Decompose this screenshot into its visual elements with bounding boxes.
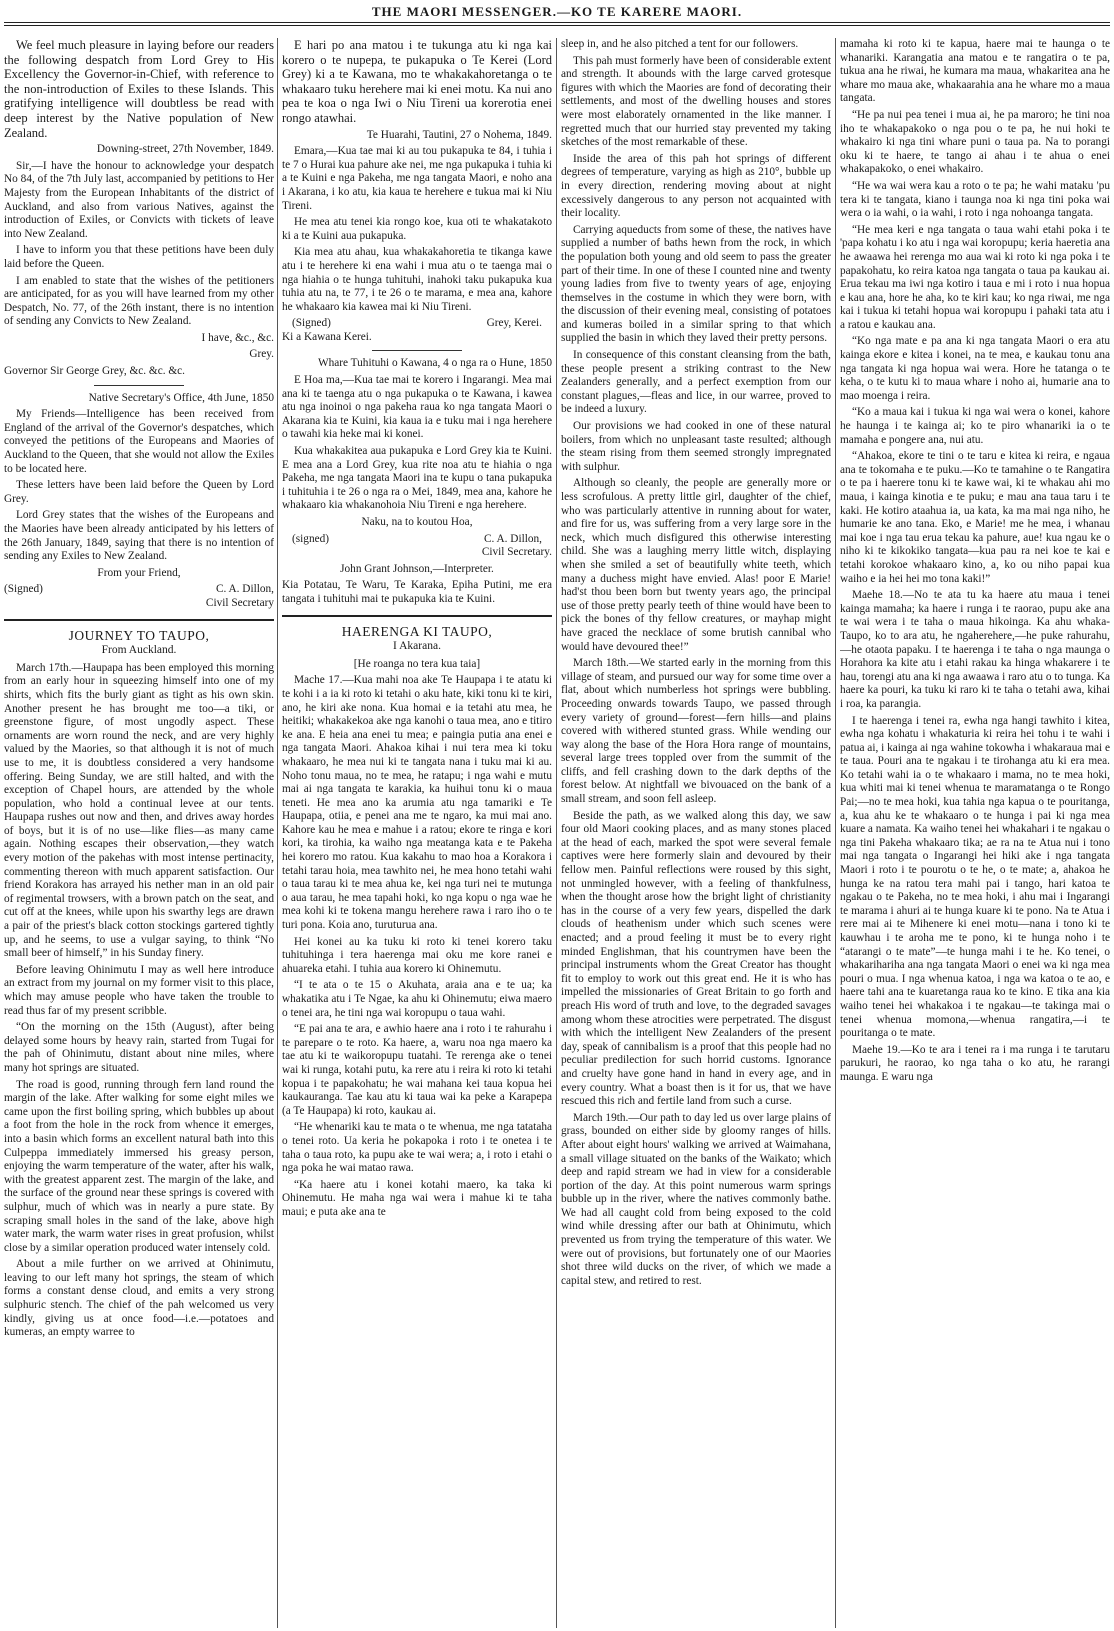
signer-title: Civil Secretary [205,596,274,609]
article-paragraph: Although so cleanly, the people are generally more or less scrofulous. A pretty little girl, daughter of the chief, who was particularly attentive in running about for water, and fire for us, was suffering from a very large sore in the neck, which much disfigured this otherwise interesting child. She was a laughing merry little witch, displaying when she smiled a set of beautifully white teeth, which many a duchess might have envied. Alas! poor E Marie! had'st thou been born but twenty years ago, the principal use of those pretty pearly teeth of thine would have been to pick the bones of thy fellow creatures, or mayhap might have graced the necklace of some brutish cannibal who would have devoured thee!” [561,477,831,653]
signer-name: C. A. Dillon, [483,532,542,545]
intro-paragraph: We feel much pleasure in laying before our readers the following despatch from Lord Grey to His Excellency the Governor-in-Chief, with reference to the non-introduction of Exiles to these Islands. This gratifying intelligence will doubtless be read with deep interest by the Native population of New Zealand. [4,38,274,140]
article-paragraph: Before leaving Ohinimutu I may as well here introduce an extract from my journal on my former visit to this place, which may amuse people who have taken the trouble to read thus far of my present scribble. [4,963,274,1017]
letter-addressee: Governor Sir George Grey, &c. &c. &c. [4,365,186,378]
article-paragraph: “I te ata o te 15 o Akuhata, araia ana e te ua; ka whakatika atu i Te Ngae, ka ahu ki Ohinemutu; eiwa maero o tenei ara, he tini nga wai koropupu o taua wahi. [282,979,552,1019]
letter-paragraph: I am enabled to state that the wishes of the petitioners are anticipated, for as you will have learned from my other Despatch, No. 77, of the 26th instant, there is no intention of sending any Convicts to New Zealand. [4,274,274,328]
letter-paragraph: He mea atu tenei kia rongo koe, kua oti te whakatakoto ki a te Kuini aua pukapuka. [282,216,552,242]
column-divider [277,38,278,1628]
letter-paragraph: Sir,—I have the honour to acknowledge your despatch No 84, of the 7th July last, accompanied by petitions to Her Majesty from the European Inhabitants of the district of Auckland, and also from various Natives, against the introduction of Exiles, or Convicts with tickets of leave into New Zealand. [4,159,274,240]
article-title: JOURNEY TO TAUPO, [68,627,210,643]
letter-paragraph: Emara,—Kua tae mai ki au tou pukapuka te 84, i tuhia i te 7 o Hurai kua pahure ake nei, me nga pukapuka i tuhia ki a te Kuini e nga Pakeha, me nga tangata Maori, e noho ana i Akarana, i ko atu, kia kaua te herehere e tukua mai ki Niu Tireni. [282,145,552,212]
signer-title: Civil Secretary. [481,546,552,559]
article-paragraph: I te haerenga i tenei ra, ewha nga hangi tawhito i kitea, ewha nga kohatu i whakaturia ki reira hei tohu i te wahi i patua ai, i kainga ai nga wahine tokowha i whakaraua mai e te taua. Pouri ana te ngakau i te tirohanga atu ki era mea. Ko tetahi wahi ia o te whakaaro i mama, no te mea hoki, kua whiti mai ki tenei whenua te maramatanga o te Rongo Pai;—no te mea hoki, kua tahia nga kapua o te pouritanga, a, kua ahu ke te whakaaro o te hunga i pai ki nga mea kuare a namata. Ka waiho tenei hei whakahari i te ngakau o nga tini Pakeha whakaaro tika; ae ra na te Atua nui i tono mai nga tangata o Ingarangi hei hiki ake i nga tangata Maori i roto i te pourotu o te he, o te mate; a, ahakoa he hunga ke na ratou tera mahi pai i tango, hari katoa te ngakau o te Pakeha, no te mea hoki, i ahu mai i Ingarangi te marama i ahuri ai te hunga kuare ki te pono. Na te Atua i rere mai ai te Mihenere ki enei motu—nana i tono ki te kauwhau i te aroha me te pono, ki te hunga noho i te “atarangi o te mate”—te hunga mahi i te he. Ko tenei, o whakarihariha ana nga tangata Maori o enei wa ki nga mea pouri o mua. I nga whenua katoa, i nga wa katoa o te ao, e haere tahi ana te kuaretanga raua ko te kino. E tika ana kia waiho tenei hei whakakoa i te ngakau—te takinga mai o tenei whenua momona,—whenua rangatira,—i te pouritanga o te mate. [840,714,1110,1040]
letter-paragraph: These letters have been laid before the Queen by Lord Grey. [4,479,274,505]
article-paragraph: About a mile further on we arrived at Ohinimutu, leaving to our left many hot springs, the steam of which forms a constant dense cloud, and emits a very strong sulphuric stench. The chief of the pah welcomed us very kindly, giving us at once food—i.e.—potatoes and kumeras, an empty warree to [4,1258,274,1339]
signature-block [282,533,552,547]
addressees: Kia Potatau, Te Waru, Te Karaka, Epiha Putini, me era tangata i tuhituhi mai te pukapuka kia te Kuini. [282,579,552,605]
column-3 [561,38,831,1628]
article-paragraph: mamaha ki roto ki te kapua, haere mai te haunga o te whanariki. Karangatia ana matou e te rangatira o te pa, tukua ana he riwai, he kumara ma maua, whakaritea ana he whare mo maua ake, whakaarahia ana he whare mo a maua tangata. [840,38,1110,105]
article-paragraph: March 19th.—Our path to day led us over large plains of grass, bounded on either side by gloomy ranges of hills. After about eight hours' walking we arrived at Waimahana, a small village situated on the banks of the Waikato; which deep and rapid stream we had in view for a considerable portion of the day. At this point numerous warm springs bubble up in the river, where the natives commonly bathe. We had all caught cold from being exposed to the cold wind while dressing after our bath at Ohinimutu, which prevented us from trying the temperature of this water. We were out of provisions, but fortunately one of our Maories shot three wild ducks on the river, of which we made a capital stew, and retired to rest. [561,1111,831,1287]
section-rule [4,619,274,621]
article-paragraph: Mache 17.—Kua mahi noa ake Te Haupapa i te atatu ki te kohi i a ia ki roto ki tetahi o aku hate, kiki tonu ki te kiri, ano, he kiri ake nona. Kua homai e ia tetahi atu mea, he heitiki; whakakekoa ake nga kanohi o taua mea, ano e titiro ke ana. E heia ana enei tu mea; e paingia putia ana enei e nga tangata Maori. Ahakoa kihai i nui tera mea ki toku whakaaro, he mea nui ki te tangata nana i tuku mai ki au. Noho tonu maua, no te mea, he ratapu; i nga wahi e mutu mai ai nga tangata te karakia, ka huihui tonu ki o maua teneti. He mea ano ka arumia atu nga tamariki e Te Haupapa, otiia, e penei ana me te ngaro, ka mui mai ano. Kahore kau he mea e mahue i a ratou; ekore te ringa e kori kori, ka tirohia, ka waiho nga meatanga kata e te Pakeha hei korero mo ratou. Kua kakahu to mao hoa a Korakora i tetahi tarau hoia, mea tawhito nei, he mea hono tetahi wahi o taua tarau ki te mea ahua ke, kei nga turi nei te mutunga o aua tarau, he mea tapahi hoki, ko nga kopu o nga wae he mea kohi ki te tokena mangu herehere rawa i raro iho o te turi pona. Koia ano, turuturua ana. [282,674,552,932]
article-paragraph: Maehe 18.—No te ata tu ka haere atu maua i tenei kainga mamaha; ka haere i runga i te raorao, pupu ake ana te wai wera i te taha o maua hikoinga. Ka ahu whaka-Taupo, ko to ara atu, he ngaherehere,—he puke rahurahu,—he otaota papaku. I te haerenga i te taha o nga maunga o Horahora ka kite atu i etahi rakau ka hinga whakarere i te hau, torengi atu ana ki nga awaawa i raro atu o to tunga. Ka haere ka pouri, ka tuku ki raro ki te taha o tetahi awa, kihai i roa, ka parangia. [840,589,1110,710]
column-divider [835,38,836,1628]
signed-label: (signed) [292,532,330,545]
article-paragraph: “He pa nui pea tenei i mua ai, he pa maroro; he tini noa iho te whakapakoko o nga pou o te pa, he nui hoki te whakairo ki nga tini whare puni o taua pa. Na to porangi oku ki te haere, te tango ai ahau i te ahua o enei whakapakoko, o enei whakairo. [840,108,1110,176]
article-paragraph: “Ko a maua kai i tukua ki nga wai wera o konei, kahore he haunga i te kainga ai; ko te piro whanariki ia o te mamaha e pongere ana, nui atu. [840,406,1110,446]
article-paragraph: Beside the path, as we walked along this day, we saw four old Maori cooking places, and as many stones placed at the head of each, marked the spot were several female captives were here formerly slain and devoured by their fellow men. Painful reflections were roused by this sight, not unmingled however, with a feeling of thankfulness, when the thought arose how the bright light of christianity has in the course of a very few years, dispelled the dark clouds of heathenism under which such scenes were enacted; and a proud feeling it must be to every right minded Englishman, that his countrymen have been the principal instruments whom the Great Creator has thought fit to employ to work out this great end. He it is who has impelled the missionaries of Great Britain to go forth and preach His word of truth and love, to the degraded savages among whom these atrocities were perpetrated. The disgust with which the intelligent New Zealanders of the present day, speak of cannibalism is a proof that this people had no peculiar predilection for such horrid customs. Ignorance and cruelty have gone hand in hand in every age, and in every country. What a boast then is it for us, that we have rescued this rich and fertile land from such a curse. [561,809,831,1108]
signed-label: (Signed) [4,583,43,596]
separator [372,350,462,351]
letter-paragraph: E Hoa ma,—Kua tae mai te korero i Ingarangi. Mea mai ana ki te taenga atu o nga pukapuka o te Kawana, i kawea atu nga inoinoi o nga pakeha raua ko nga tangata Maori o Akarana kia te Kuini, kia kaua ia e tuku mai i nga herehere o tawahi kia heke mai ki konei. [282,374,552,441]
article-paragraph: “E pai ana te ara, e awhio haere ana i roto i te rahurahu i te parepare o te roto. Ka haere, a, waru noa nga maero ka tae atu ki te waikoropupu tuatahi. Te rerenga ake o tenei wai ki runga, kotahi putu, ka rere atu i reira ki roto ki tetahi kopua i te papakohatu; he wai mahana kei taua kopua hei kaukauranga. Tae kau atu ki taua wai ka peke a Karapepa (a Te Haupapa) ki roto, kaukau ai. [282,1023,552,1117]
signed-label: (Signed) [292,317,331,330]
intro-paragraph: E hari po ana matou i te tukunga atu ki nga kai korero o te nupepa, te pukapuka o Te Kerei (Lord Grey) ki a te Kawana, mo te whakakahoretanga o te whakaaro tuku herehere mai ki enei motu. Ka nui ano pea te koa o nga Iwi o Niu Tireni ua korerotia enei rongo atawhai. [282,38,552,125]
masthead-rule-2 [4,25,1110,26]
letter-close: From your Friend, [97,566,181,579]
article-paragraph: “Ko nga mate e pa ana ki nga tangata Maori o era atu kainga ekore e kitea i konei, na te mea, e kaukau tonu ana nga tangata ki nga hopua wai wera. Hore he tatanga o te keha, o te kutu ki to maua whare i noho ai, humarie ana to mao moenga i reira. [840,335,1110,402]
separator [94,385,184,386]
article-paragraph: Inside the area of this pah hot springs of different degrees of temperature, varying as high as 210°, bubble up in every direction, rendering moving about at night excessively dangerous to any person not acquainted with their locality. [561,152,831,220]
article-title: HAERENGA KI TAUPO, [341,623,493,639]
article-paragraph: Maehe 19.—Ko te ara i tenei ra i ma runga i te tarutaru parukuri, he raorao, ko nga taha o ko atu, he rarangi maunga. E waru nga [840,1043,1110,1083]
signature-block [282,317,552,331]
column-4 [840,38,1110,1628]
letter-paragraph: My Friends—Intelligence has been received from England of the arrival of the Governor's despatches, which conveyed the petitions of the Europeans and Maories of Auckland to the Queen, that she would not allow the Exiles to be located here. [4,408,274,475]
masthead: THE MAORI MESSENGER.—KO TE KARERE MAORI. [371,4,743,19]
letter-paragraph: Kia mea atu ahau, kua whakakahoretia te tikanga kawe atu i te herehere ki ena wahi i mua atu o te taenga mai o nga hiahia o te hunga tuhituhi, inahoki taku pukapuka kua tuhia atu na, te 77, i te 26 o te marama, e mea ana, kahore he whakaaro kia kawea mai ki Niu Tireni. [282,246,552,313]
article-paragraph: “On the morning on the 15th (August), after being delayed some hours by heavy rain, started from Tugai for the pah of Ohinimutu, distant about nine miles, where many hot springs are situated. [4,1021,274,1074]
column-divider [556,38,557,1628]
signer-name: Grey, Kerei. [486,317,542,330]
interpreter-line: John Grant Johnson,—Interpreter. [340,562,494,575]
column-1 [4,38,274,1628]
dateline: Whare Tuhituhi o Kawana, 4 o nga ra o Hune, 1850 [317,357,552,370]
masthead-rule [4,22,1110,23]
article-subtitle: From Auckland. [101,644,177,657]
letter-paragraph: I have to inform you that these petitions have been duly laid before the Queen. [4,244,274,270]
article-paragraph: sleep in, and he also pitched a tent for our followers. [561,38,799,50]
signature-block [4,583,274,597]
letter-addressee: Ki a Kawana Kerei. [282,330,372,343]
article-paragraph: “He mea keri e nga tangata o taua wahi etahi poka i te 'papa kohatu i ko atu i nga wai koropupu; keria haeretia ana he awaawa hei rerenga mo aua wai ki roto ki nga poka i te papakohatu, ko reira katoa nga tangata o taua pa kaukau ai. Erua tekau ma iwi nga kotiro i taua e mi i roto i nua hopua e kau ana, hore he aha, ko te kiri kau; ko nga riwai, me nga kai i tukua ki tetahi hopua wai koropupu i pahaki tata atu i a ratou e kaukau ana. [840,223,1110,331]
article-note: [He roanga no tera kua taia] [353,657,481,670]
article-paragraph: In consequence of this constant cleansing from the bath, these people present a striking contrast to the New Zealanders generally, and a perfect exemption from our constant plagues,—fleas and lice, in our warree, proved to be indeed a luxury. [561,349,831,416]
column-2 [282,38,552,1628]
article-paragraph: “He wa wai wera kau a roto o te pa; he wahi mataku 'pu tera ki te tangata, kiano i taunga noa ki nga tini poka wai wera o ia wahi, o ia wahi, i roto i nga nohoanga tangata. [840,179,1110,220]
dateline: Downing-street, 27th November, 1849. [96,143,274,156]
article-subtitle: I Akarana. [393,640,441,653]
signer-name: C. A. Dillon, [215,583,274,596]
article-paragraph: March 18th.—We started early in the morning from this village of steam, and pursued our way for some time over a flat, about which numberless hot springs were bubbling. Proceeding onwards towards Taupo, we passed through every variety of ground—forest—fern hills—and plains covered with withered stunted grass. While wending our way along the base of the Hora Hora range of mountains, several large trees toppled over from the summit of the cliffs, and fell crashing down to the dark depths of the forest below. At nightfall we bivouaced on the bank of a small stream, and soon fell asleep. [561,657,831,806]
dateline: Te Huarahi, Tautini, 27 o Nohema, 1849. [366,128,552,141]
letter-close: Naku, na to koutou Hoa, [361,516,473,528]
article-paragraph: The road is good, running through fern land round the margin of the lake. After walking for some eight miles we came upon the first boiling spring, which bubbles up about a foot from the hole in the rock from whence it emerges, into a basin which forms an excellent natural bath into this Culpeppa immediately immersed his greasy person, enjoying the warm temperature of the water, after his walk, with the greatest apparent zest. The margin of the lake, and the surface of the ground near these springs is covered with sulphur, much of which was in nearly a pure state. By scraping small holes in the sand of the lake, above high water mark, the warm water rises in great profusion, whilst close by a similar operation produced water intensely cold. [4,1078,274,1254]
dateline: Native Secretary's Office, 4th June, 1850 [88,391,274,404]
letter-paragraph: Kua whakakitea aua pukapuka e Lord Grey kia te Kuini. E mea ana a Lord Grey, kua rite noa atu te hiahia o nga Pakeha, me nga tangata Maori ina te kupu o tana pukapuka i tuhituhia i te 26 o nga ra o Mei, 1849, mea ana, kahore he whakaaro kia whakanohoia Niu Tireni e nga herehere. [282,445,552,512]
letter-paragraph: Lord Grey states that the wishes of the Europeans and the Maories have been already anticipated by his letters of the 26th January, 1849, saying that there is no intention of sending any Exiles to New Zealand. [4,509,274,563]
article-paragraph: Carrying aqueducts from some of these, the natives have supplied a number of baths hewn from the rock, in which the population both young and old seem to pass the greater part of their time. In one of these I counted nine and twenty young ladies from five to twenty years of age, enjoying themselves in the costume in which they were born, with the discussion of their evening meal, consisting of potatoes and kumeras boiled in a similar spring to that which supplied the basin in which they laved their pretty persons. [561,223,831,345]
article-paragraph: Hei konei au ka tuku ki roto ki tenei korero taku tuhituhinga i tera haerenga mai oku me kore ranei e ahuareka etahi. I tuhia aua korero ki Ohinemutu. [282,935,552,975]
article-paragraph: Our provisions we had cooked in one of these natural boilers, from which no unpleasant taste resulted; although the steam rising from them seemed strongly impregnated with sulphur. [561,420,831,473]
article-paragraph: “He whenariki kau te mata o te whenua, me nga tatataha o tenei roto. Ua keria he pokapoka i roto i te onetea i te taha o taua roto, ka pupu ake te wai wera; a, i roto i etahi o nga poka he wai matao rawa. [282,1121,552,1175]
article-paragraph: This pah must formerly have been of considerable extent and strength. It abounds with the large carved grotesque figures with which the Maories are fond of decorating their settlements, and most of the dwelling houses and stores were most elaborately ornamented in the like manner. I regretted much that our hurried stay prevented my taking sketches of the most remarkable of these. [561,54,831,149]
section-rule [282,615,552,617]
article-paragraph: March 17th.—Haupapa has been employed this morning from an early hour in squeezing himself into one of my shirts, which fits the burly giant as tight as his own skin. Another present he has brought me too—a tiki, or greenstone figure, of most ungodly aspect. These ornaments are worn round the neck, and are very highly valued by the Maories, so that although it is not of much use to me, it is doubtless considered a very handsome offering. Being Sunday, we are still halted, and with the exception of Chapel hours, are attended by the whole population, who hold a continual levee at our tents. Haupapa rushes out now and then, and drives away hordes of boys, but it is of no use—like flies—as many came again. Nothing escapes their observation,—they watch every motion of the pakehas with most intense pertinacity, commenting thereon with much apparent satisfaction. Our friend Korakora has arrayed his nether man in an old pair of regimental trowsers, with a brown patch on the seat, and cut off at the knees, while upon his swarthy legs are drawn a pair of the priest's black cotton stockings gartered tightly up, and he seems, to use a vulgar saying, to think “No small beer of himself,” in his Sunday finery. [4,661,274,960]
letter-close: I have, &c., &c. [201,331,274,344]
article-paragraph: “Ka haere atu i konei kotahi maero, ka taka ki Ohinemutu. He maha nga wai wera i mahue ki te taha maui; e puta ake ana te [282,1178,552,1218]
letter-signature: Grey. [249,348,274,361]
article-paragraph: “Ahakoa, ekore te tini o te taru e kitea ki reira, e ngaua ana te tokomaha e te puku.—Ko te tamahine o te Rangatira o te pa i haerere tonu ki te kawe wai, ki te whakau ahi mo maua, i kainga kinotia e te puku; e mau ana taua taru i te kaki. He kotiro ataahua ia, ua kata, ka ma mai nga niho, he humarie ke ano tana. Eko, e Marie! me he mea, i whanau mai koe i nga tau erua tekau ka pahure, aue! kua ngau ke o niho ki te kikokiko tangata—kua pau ra nei koe te kai e tetahi korokoe whakaaro kino, a, ko ou niho papai kua waiho e ia hei hei mo tona kaki!” [840,450,1110,585]
